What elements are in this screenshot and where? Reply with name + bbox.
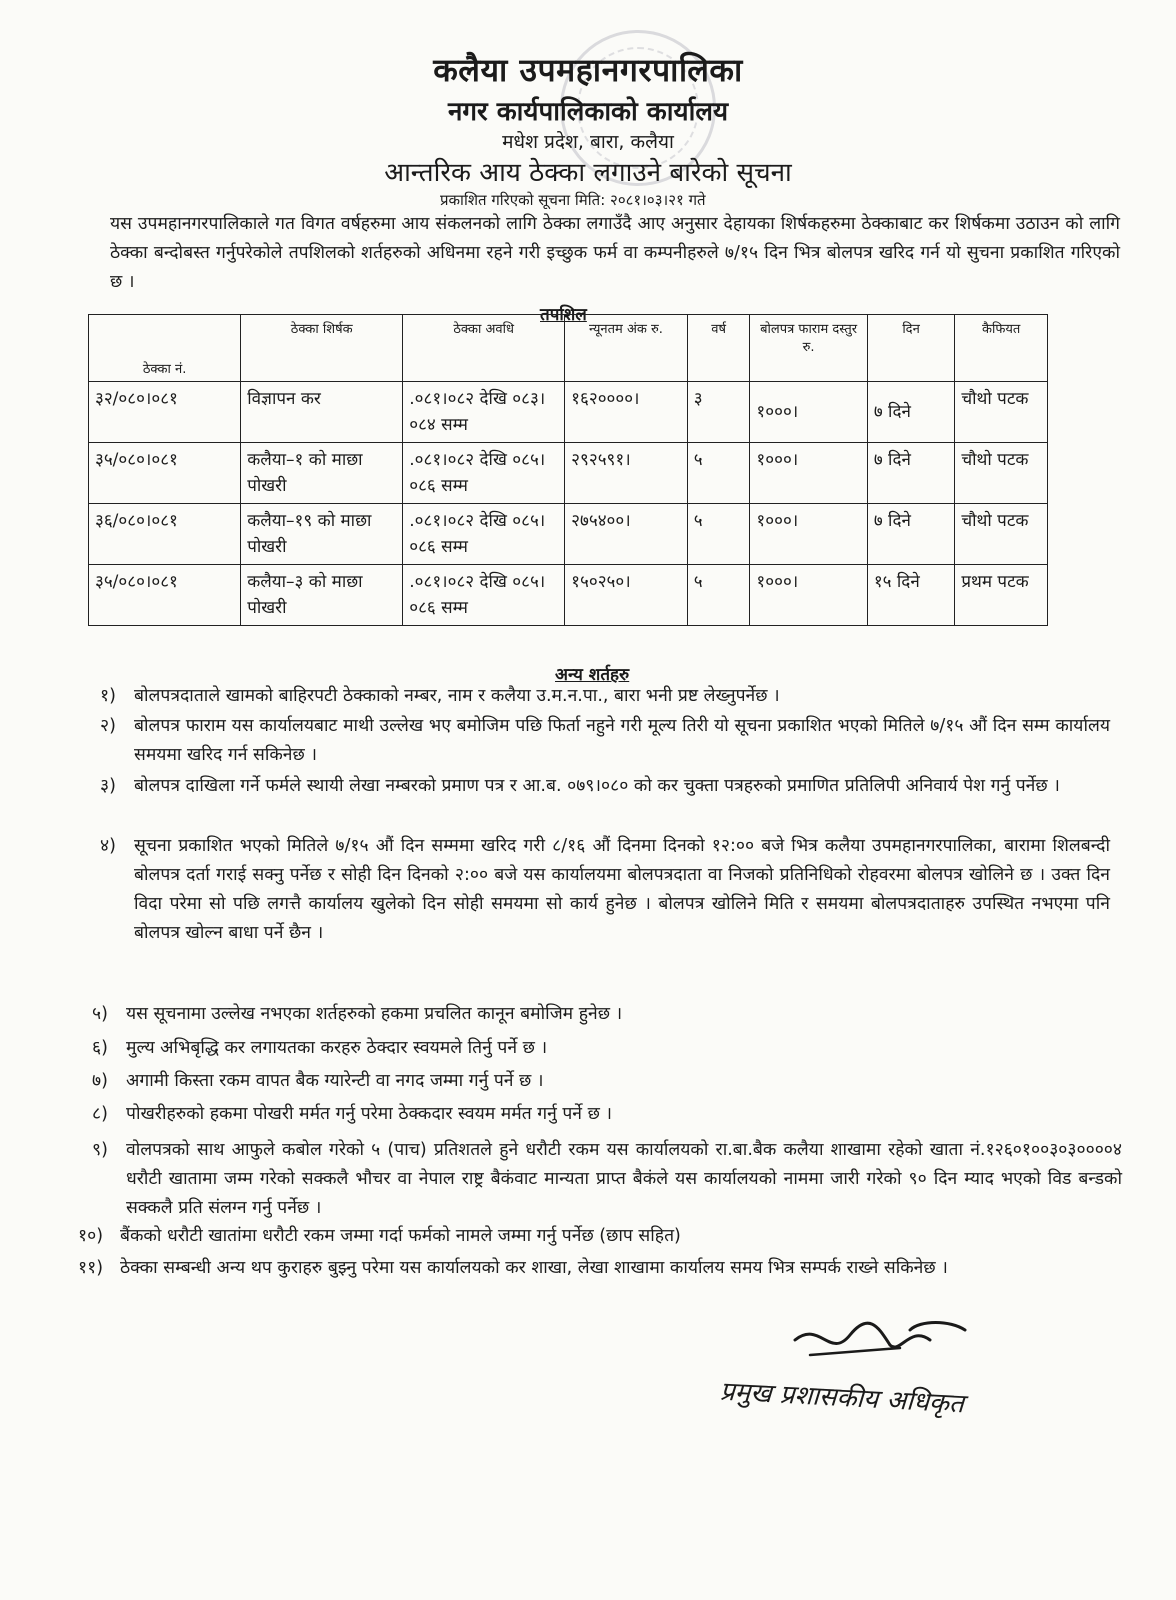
col-header-remarks: कैफियत bbox=[955, 315, 1048, 382]
cell-days: ७ दिने bbox=[867, 443, 955, 504]
condition-item bbox=[78, 1222, 1118, 1251]
condition-number: ३) bbox=[100, 776, 116, 796]
office-name: नगर कार्यपालिकाको कार्यालय bbox=[447, 97, 729, 127]
cell-contract-no: ३६/०८०।०८१ bbox=[89, 504, 241, 565]
condition-number: ५) bbox=[92, 1004, 108, 1024]
table-row bbox=[89, 565, 1048, 626]
cell-fee: १०००। bbox=[750, 443, 867, 504]
condition-item bbox=[100, 682, 1110, 711]
table-row bbox=[89, 382, 1048, 443]
condition-number: ८) bbox=[92, 1104, 108, 1124]
handwritten-signature bbox=[790, 1300, 970, 1370]
notice-title: आन्तरिक आय ठेक्का लगाउने बारेको सूचना bbox=[384, 158, 792, 188]
cell-years: ५ bbox=[687, 443, 750, 504]
condition-text: अगामी किस्ता रकम वापत बैक ग्यारेन्टी वा नगद जम्मा गर्नु पर्ने छ । bbox=[126, 1071, 544, 1091]
col-header-title: ठेक्का शिर्षक bbox=[241, 315, 403, 382]
cell-amount: २९२५९१। bbox=[565, 443, 688, 504]
condition-text: सूचना प्रकाशित भएको मितिले ७/१५ औं दिन सम्ममा खरिद गरी ८/१६ औं दिनमा दिनको १२:०० बजे भित्र कलैया उपमहानगरपालिका, बारामा शिलबन्दी बोलपत्र दर्ता गराई सक्नु पर्नेछ र सोही दिन दिनको २:०० बजे यस कार्यालयमा बोलपत्रदाता वा निजको प्रतिनिधिको रोहवरमा बोलपत्र खोलिने छ । उक्त दिन विदा परेमा सो पछि लगत्तै कार्यालय खुलेको दिन सोही समयमा सो कार्य हुनेछ । बोलपत्र खोलिने मिति र समयमा बोलपत्रदाताहरु उपस्थित नभएमा पनि बोलपत्र खोल्न बाधा पर्ने छैन । bbox=[134, 836, 1110, 943]
cell-days: ७ दिने bbox=[867, 382, 955, 443]
condition-text: बोलपत्र दाखिला गर्ने फर्मले स्थायी लेखा नम्बरको प्रमाण पत्र र आ.ब. ०७९।०८० को कर चुक्ता पत्रहरुको प्रमाणित प्रतिलिपी अनिवार्य पेश गर्नु पर्नेछ । bbox=[134, 776, 1060, 796]
col-header-form-fee: बोलपत्र फाराम दस्तुर रु. bbox=[750, 315, 867, 382]
condition-text: पोखरीहरुको हकमा पोखरी मर्मत गर्नु परेमा ठेक्कदार स्वयम मर्मत गर्नु पर्ने छ । bbox=[126, 1104, 613, 1124]
condition-item bbox=[78, 1254, 1118, 1283]
cell-fee: १०००। bbox=[750, 565, 867, 626]
intro-paragraph: यस उपमहानगरपालिकाले गत विगत वर्षहरुमा आय संकलनको लागि ठेक्का लगाउँदै आए अनुसार देहायका शिर्षकहरुमा ठेक्काबाट कर शिर्षकमा उठाउन को लागि ठेक्का बन्दोबस्त गर्नुपरेकोले तपशिलको शर्तहरुको अधिनमा रहने गरी इच्छुक फर्म वा कम्पनीहरुले ७/१५ दिन भित्र बोलपत्र खरिद गर्न यो सुचना प्रकाशित गरिएको छ । bbox=[110, 214, 1120, 292]
condition-number: ११) bbox=[78, 1258, 104, 1278]
col-header-days: दिन bbox=[867, 315, 955, 382]
cell-years: ३ bbox=[687, 382, 750, 443]
cell-contract-no: ३५/०८०।०८१ bbox=[89, 443, 241, 504]
cell-remarks: चौथो पटक bbox=[955, 443, 1048, 504]
cell-title: विज्ञापन कर bbox=[241, 382, 403, 443]
cell-years: ५ bbox=[687, 565, 750, 626]
condition-number: ४) bbox=[100, 836, 116, 856]
cell-remarks: चौथो पटक bbox=[955, 382, 1048, 443]
condition-number: २) bbox=[100, 716, 116, 736]
cell-contract-no: ३२/०८०।०८१ bbox=[89, 382, 241, 443]
condition-number: १०) bbox=[78, 1226, 104, 1246]
condition-text: बोलपत्रदाताले खामको बाहिरपटी ठेक्काको नम्बर, नाम र कलैया उ.म.न.पा., बारा भनी प्रष्ट लेख्नुपर्नेछ । bbox=[134, 686, 780, 706]
condition-text: ठेक्का सम्बन्धी अन्य थप कुराहरु बुझ्नु परेमा यस कार्यालयको कर शाखा, लेखा शाखामा कार्यालय समय भित्र सम्पर्क राख्ने सकिनेछ । bbox=[120, 1258, 948, 1278]
cell-years: ५ bbox=[687, 504, 750, 565]
cell-remarks: प्रथम पटक bbox=[955, 565, 1048, 626]
condition-number: ७) bbox=[92, 1071, 108, 1091]
col-header-duration: ठेक्का अवधि bbox=[403, 315, 565, 382]
conditions-title: अन्य शर्तहरु bbox=[555, 665, 630, 685]
condition-text: वोलपत्रको साथ आफुले कबोल गरेको ५ (पाच) प्रतिशतले हुने धरौटी रकम यस कार्यालयको रा.बा.बैक कलैया शाखामा रहेको खाता नं.१२६०१००३०३००००४ धरौटी खातामा जम्म गरेको सक्कलै भौचर वा नेपाल राष्ट्र बैकंवाट मान्यता प्राप्त बैकंले यस कार्यालयको नाममा जारी गरेको ९० दिन म्याद भएको विड बन्डको सक्कलै प्रति संलग्न गर्नु पर्नेछ । bbox=[126, 1140, 1122, 1218]
condition-number: ९) bbox=[92, 1140, 108, 1160]
cell-days: ७ दिने bbox=[867, 504, 955, 565]
condition-item bbox=[100, 712, 1110, 770]
cell-amount: १५०२५०। bbox=[565, 565, 688, 626]
condition-text: बैंकको धरौटी खातांमा धरौटी रकम जम्मा गर्दा फर्मको नामले जम्मा गर्नु पर्नेछ (छाप सहित) bbox=[120, 1226, 681, 1246]
contract-table bbox=[88, 314, 1048, 626]
table-header-row bbox=[89, 315, 1048, 382]
condition-item bbox=[92, 1000, 1102, 1029]
cell-fee: १०००। bbox=[750, 504, 867, 565]
condition-text: मुल्य अभिबृद्धि कर लगायतका करहरु ठेक्दार स्वयमले तिर्नु पर्ने छ । bbox=[126, 1038, 548, 1058]
cell-fee: १०००। bbox=[750, 382, 867, 443]
office-address: मधेश प्रदेश, बारा, कलैया bbox=[502, 131, 674, 153]
condition-item bbox=[100, 832, 1110, 948]
cell-duration: .०८१।०८२ देखि ०८५।०८६ सम्म bbox=[403, 565, 565, 626]
cell-amount: १६२००००। bbox=[565, 382, 688, 443]
cell-title: कलैया–३ को माछा पोखरी bbox=[241, 565, 403, 626]
col-header-years: वर्ष bbox=[687, 315, 750, 382]
cell-title: कलैया–१ को माछा पोखरी bbox=[241, 443, 403, 504]
cell-duration: .०८१।०८२ देखि ०८३।०८४ सम्म bbox=[403, 382, 565, 443]
cell-duration: .०८१।०८२ देखि ०८५।०८६ सम्म bbox=[403, 443, 565, 504]
municipality-name: कलैया उपमहानगरपालिका bbox=[433, 51, 743, 89]
condition-item bbox=[92, 1136, 1122, 1223]
condition-item bbox=[92, 1100, 1102, 1129]
col-header-min-amount: न्यूनतम अंक रु. bbox=[565, 315, 688, 382]
table-row bbox=[89, 504, 1048, 565]
cell-amount: २७५४००। bbox=[565, 504, 688, 565]
condition-text: बोलपत्र फाराम यस कार्यालयबाट माथी उल्लेख भए बमोजिम पछि फिर्ता नहुने गरी मूल्य तिरी यो सूचना प्रकाशित भएको मितिले ७/१५ औं दिन सम्म कार्यालय समयमा खरिद गर्न सकिनेछ । bbox=[134, 716, 1110, 765]
condition-item bbox=[100, 772, 1110, 801]
table-row bbox=[89, 443, 1048, 504]
table-caption: तपशिल bbox=[540, 305, 587, 325]
cell-title: कलैया–१९ को माछा पोखरी bbox=[241, 504, 403, 565]
condition-item bbox=[92, 1034, 1102, 1063]
col-header-contract-no: ठेक्का नं. bbox=[89, 315, 241, 382]
signatory-title: प्रमुख प्रशासकीय अधिकृत bbox=[719, 1376, 965, 1420]
cell-remarks: चौथो पटक bbox=[955, 504, 1048, 565]
condition-item bbox=[92, 1067, 1102, 1096]
cell-duration: .०८१।०८२ देखि ०८५।०८६ सम्म bbox=[403, 504, 565, 565]
condition-number: ६) bbox=[92, 1038, 108, 1058]
condition-number: १) bbox=[100, 686, 116, 706]
condition-text: यस सूचनामा उल्लेख नभएका शर्तहरुको हकमा प्रचलित कानून बमोजिम हुनेछ । bbox=[126, 1004, 623, 1024]
publication-date: प्रकाशित गरिएको सूचना मिति: २०८१।०३।२१ गते bbox=[440, 191, 706, 209]
cell-contract-no: ३५/०८०।०८१ bbox=[89, 565, 241, 626]
cell-days: १५ दिने bbox=[867, 565, 955, 626]
